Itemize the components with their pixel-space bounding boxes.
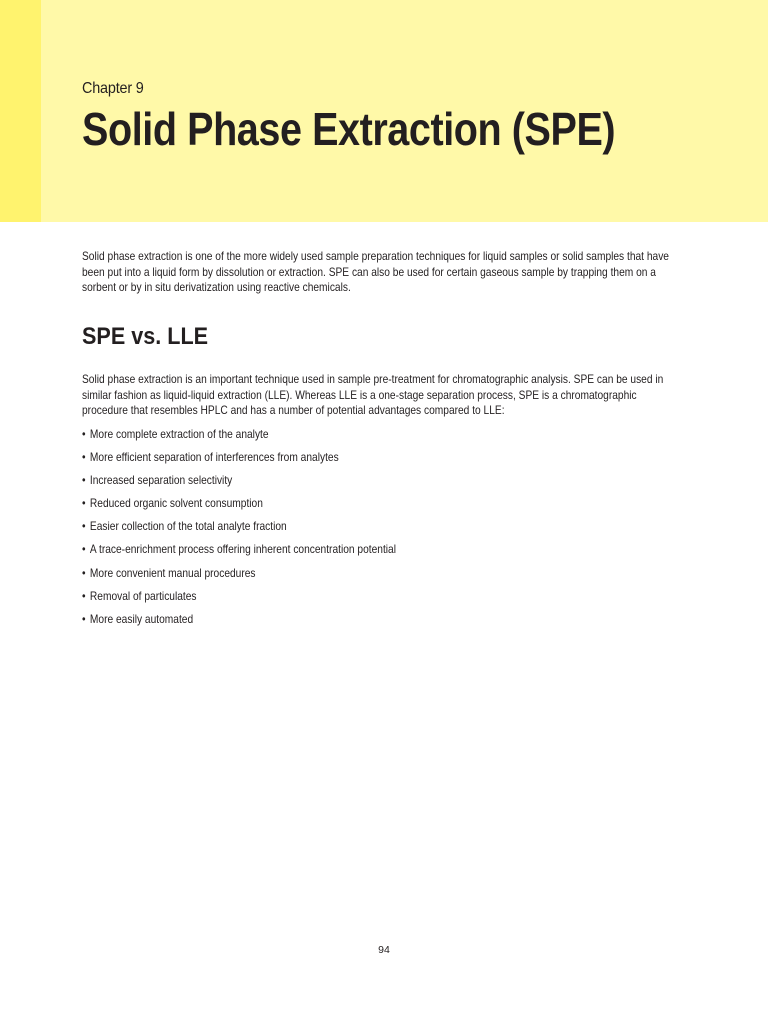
list-item <box>82 449 396 472</box>
bullet-icon: • <box>82 497 86 511</box>
section-heading: SPE vs. LLE <box>82 323 209 350</box>
list-item-text: A trace-enrichment process offering inherent concentration potential <box>89 543 396 557</box>
list-item-text: More easily automated <box>89 612 194 626</box>
bullet-icon: • <box>82 474 86 488</box>
list-item <box>82 588 396 611</box>
chapter-title: Solid Phase Extraction (SPE) <box>82 103 616 155</box>
advantages-list <box>82 426 439 634</box>
bullet-icon: • <box>82 566 86 580</box>
bullet-icon: • <box>82 589 86 603</box>
list-item-text: Reduced organic solvent consumption <box>89 497 263 511</box>
chapter-label: Chapter 9 <box>82 80 144 97</box>
list-item-text: Removal of particulates <box>89 589 197 603</box>
list-item <box>82 611 396 634</box>
list-item-text: More efficient separation of interferences from analytes <box>89 451 339 465</box>
list-item <box>82 518 396 541</box>
section-paragraph: Solid phase extraction is an important technique used in sample pre-treatment for chromatographic analysis. SPE can be used in similar fashion as liquid-liquid extraction (LLE). Whereas LLE is a one-stage separation process, SPE is a chromatographic procedure that resembles HPLC and has a number of potential advantages compared to LLE: <box>82 373 664 418</box>
list-item <box>82 541 396 564</box>
list-item-text: More complete extraction of the analyte <box>89 428 269 441</box>
list-item <box>82 495 396 518</box>
page-number: 94 <box>378 944 390 956</box>
list-item-text: More convenient manual procedures <box>89 566 256 580</box>
intro-paragraph: Solid phase extraction is one of the more widely used sample preparation techniques for liquid samples or solid samples that have been put into a liquid form by dissolution or extraction. SPE can also be used for certain gaseous sample by trapping them on a sorbent or by in situ derivatization using reactive chemicals. <box>82 250 669 295</box>
list-item <box>82 426 396 449</box>
list-item <box>82 565 396 588</box>
bullet-icon: • <box>82 451 86 465</box>
list-item-text: Easier collection of the total analyte fraction <box>89 520 287 534</box>
list-item <box>82 472 396 495</box>
bullet-icon: • <box>82 612 86 626</box>
list-item-text: Increased separation selectivity <box>89 474 233 488</box>
bullet-icon: • <box>82 520 86 534</box>
bullet-icon: • <box>82 428 86 441</box>
chapter-header-accent-stripe <box>0 0 41 222</box>
bullet-icon: • <box>82 543 86 557</box>
